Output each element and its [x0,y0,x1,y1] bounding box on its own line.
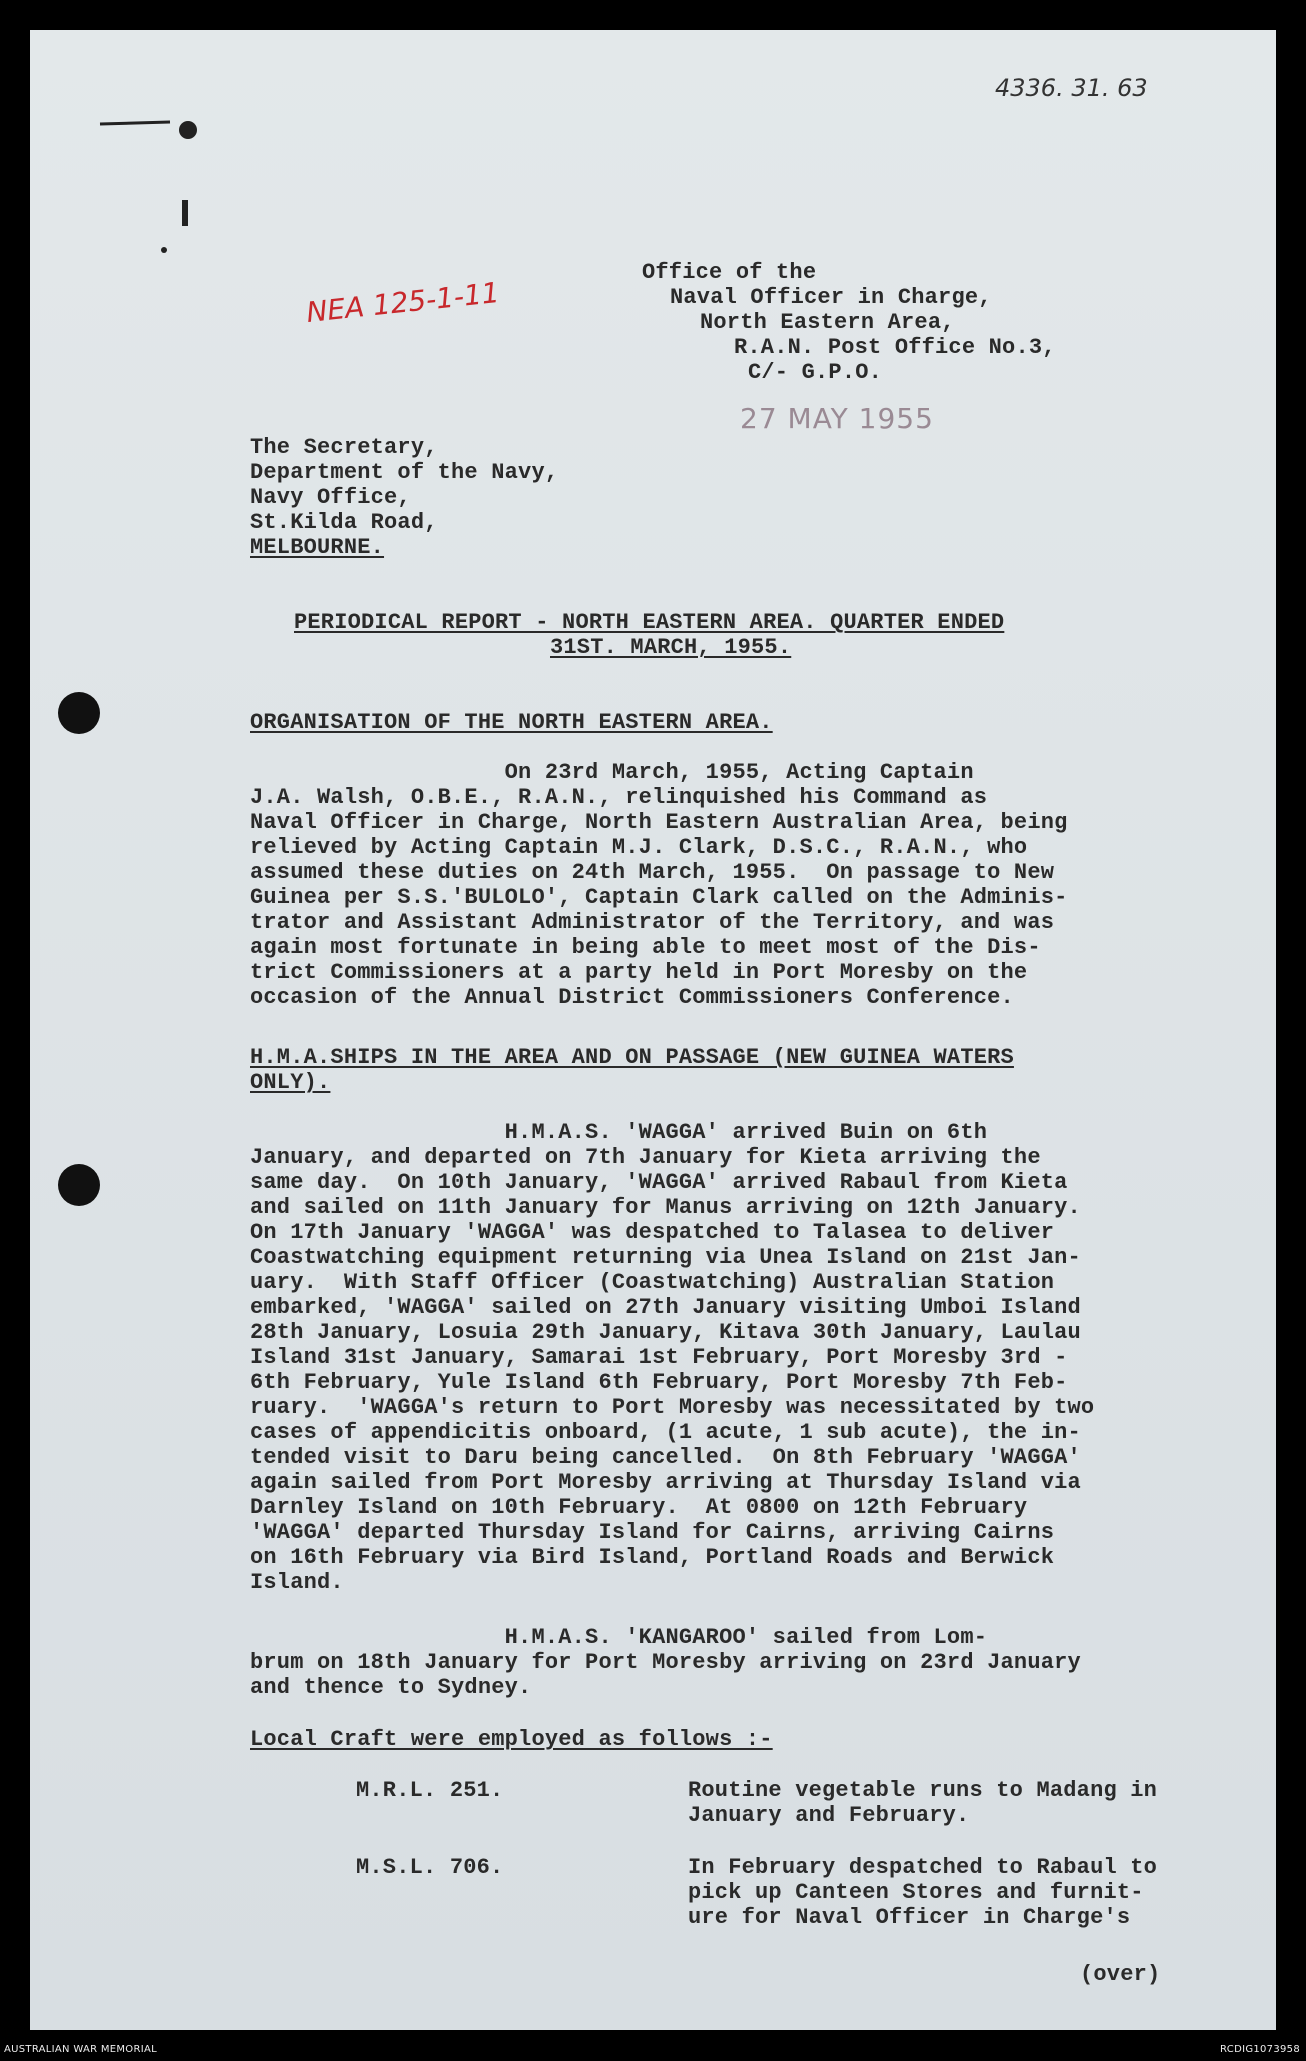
body-line: Coastwatching equipment returning via Unea Island on 21st Jan- [250,1245,1081,1270]
body-line: ruary. 'WAGGA's return to Port Moresby was necessitated by two [250,1395,1095,1420]
craft-desc-line: In February despatched to Rabaul to [688,1855,1158,1880]
recipient-line-5: MELBOURNE. [250,535,385,560]
body-line: Darnley Island on 10th February. At 0800 on 12th February [250,1495,1028,1520]
body-line: January, and departed on 7th January for Kieta arriving the [250,1145,1041,1170]
body-line: and sailed on 11th January for Manus arriving on 12th January. [250,1195,1081,1220]
craft-desc-line: January and February. [688,1803,970,1828]
craft-label-mrl: M.R.L. 251. [356,1778,504,1803]
sender-line-2: Naval Officer in Charge, [670,285,992,310]
handwritten-file-ref: NEA 125-1-11 [304,275,501,330]
body-line: brum on 18th January for Port Moresby arriving on 23rd January [250,1650,1081,1675]
body-line: occasion of the Annual District Commissioners Conference. [250,985,1014,1010]
body-line: On 17th January 'WAGGA' was despatched to Talasea to deliver [250,1220,1055,1245]
body-line: H.M.A.S. 'KANGAROO' sailed from Lom- [250,1625,988,1650]
craft-desc-line: pick up Canteen Stores and furnit- [688,1880,1144,1905]
body-line: Naval Officer in Charge, North Eastern Australian Area, being [250,810,1068,835]
document-page [30,30,1276,2030]
report-title-line-1: PERIODICAL REPORT - NORTH EASTERN AREA. QUARTER ENDED [294,610,1005,635]
recipient-line-4: St.Kilda Road, [250,510,438,535]
craft-desc-line: Routine vegetable runs to Madang in [688,1778,1158,1803]
body-line: Guinea per S.S.'BULOLO', Captain Clark called on the Adminis- [250,885,1068,910]
body-line: embarked, 'WAGGA' sailed on 27th January visiting Umboi Island [250,1295,1081,1320]
report-title-line-2: 31ST. MARCH, 1955. [550,635,792,660]
sender-line-3: North Eastern Area, [700,310,955,335]
date-stamp: 27 MAY 1955 [740,402,934,435]
local-craft-heading: Local Craft were employed as follows :- [250,1727,773,1752]
sender-line-1: Office of the [642,260,817,285]
craft-label-msl: M.S.L. 706. [356,1855,504,1880]
body-line: On 23rd March, 1955, Acting Captain [250,760,974,785]
body-line: Island 31st January, Samarai 1st February, Port Moresby 3rd - [250,1345,1068,1370]
body-line: J.A. Walsh, O.B.E., R.A.N., relinquished his Command as [250,785,988,810]
section-heading-ships-line-2: ONLY). [250,1070,331,1095]
body-line: 'WAGGA' departed Thursday Island for Cairns, arriving Cairns [250,1520,1055,1545]
handwritten-ref-top: 4336. 31. 63 [995,74,1148,102]
body-line: cases of appendicitis onboard, (1 acute, 1 sub acute), the in- [250,1420,1081,1445]
sender-line-5: C/- G.P.O. [748,360,883,385]
sender-line-4: R.A.N. Post Office No.3, [734,335,1056,360]
recipient-line-2: Department of the Navy, [250,460,559,485]
body-line: H.M.A.S. 'WAGGA' arrived Buin on 6th [250,1120,988,1145]
over-note: (over) [1080,1962,1161,1987]
ink-marks [90,100,200,270]
punch-hole-lower [58,1164,100,1206]
body-line: 6th February, Yule Island 6th February, Port Moresby 7th Feb- [250,1370,1068,1395]
body-line: Island. [250,1570,344,1595]
body-line: tended visit to Daru being cancelled. On 8th February 'WAGGA' [250,1445,1081,1470]
body-line: 28th January, Losuia 29th January, Kitava 30th January, Laulau [250,1320,1081,1345]
body-line: assumed these duties on 24th March, 1955. On passage to New [250,860,1055,885]
body-line: trict Commissioners at a party held in Port Moresby on the [250,960,1028,985]
body-line: relieved by Acting Captain M.J. Clark, D.S.C., R.A.N., who [250,835,1028,860]
footer-record-id: RCDIG1073958 [1220,2044,1300,2055]
body-line: same day. On 10th January, 'WAGGA' arrived Rabaul from Kieta [250,1170,1068,1195]
body-line: on 16th February via Bird Island, Portland Roads and Berwick [250,1545,1055,1570]
craft-desc-line: ure for Naval Officer in Charge's [688,1905,1131,1930]
section-heading-ships-line-1: H.M.A.SHIPS IN THE AREA AND ON PASSAGE (NEW GUINEA WATERS [250,1045,1014,1070]
body-line: uary. With Staff Officer (Coastwatching) Australian Station [250,1270,1055,1295]
body-line: again sailed from Port Moresby arriving at Thursday Island via [250,1470,1081,1495]
body-line: again most fortunate in being able to meet most of the Dis- [250,935,1041,960]
recipient-line-1: The Secretary, [250,435,438,460]
recipient-line-3: Navy Office, [250,485,411,510]
body-line: and thence to Sydney. [250,1675,532,1700]
section-heading-organisation: ORGANISATION OF THE NORTH EASTERN AREA. [250,710,773,735]
body-line: trator and Assistant Administrator of the Territory, and was [250,910,1055,935]
footer-archive-name: AUSTRALIAN WAR MEMORIAL [4,2044,157,2055]
punch-hole-upper [58,692,100,734]
